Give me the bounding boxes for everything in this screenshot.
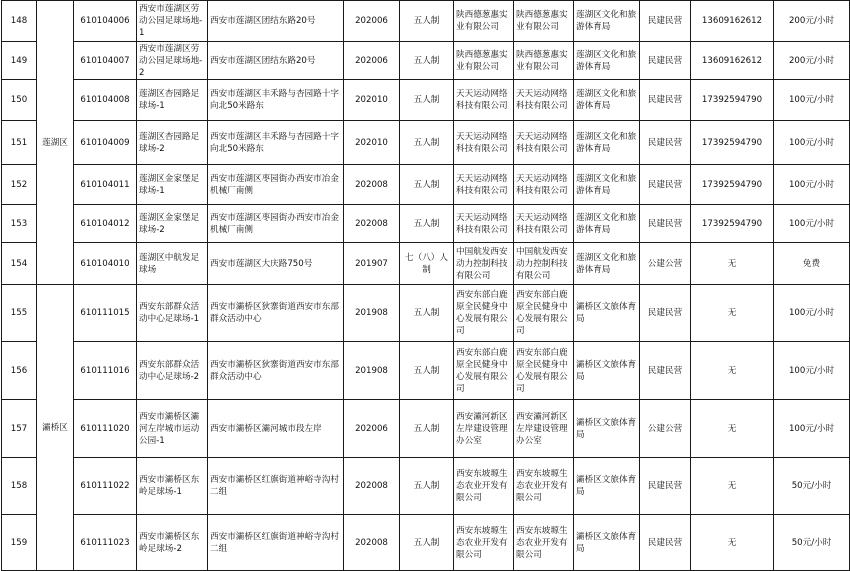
supervising-dept: 灞桥区文旅体育局 — [574, 458, 640, 515]
row-number: 157 — [2, 400, 37, 458]
build-date: 202010 — [344, 80, 400, 121]
venue-address: 西安市莲湖区团结东路20号 — [208, 1, 344, 42]
price: 100元/小时 — [774, 285, 850, 342]
table-row — [2, 1, 850, 42]
venue-name: 西安市莲湖区劳动公园足球场地-1 — [137, 1, 208, 42]
operator-unit: 西安东部白鹿原全民健身中心发展有限公司 — [514, 285, 574, 342]
contact-phone: 无 — [691, 243, 774, 285]
build-date: 202008 — [344, 165, 400, 205]
supervising-dept: 灞桥区文旅体育局 — [574, 285, 640, 342]
venue-code: 610111016 — [74, 342, 137, 400]
table-row — [2, 80, 850, 121]
price: 200元/小时 — [774, 1, 850, 42]
build-date: 201908 — [344, 342, 400, 400]
build-date: 202006 — [344, 400, 400, 458]
operation-nature: 公建公营 — [640, 400, 691, 458]
venue-type: 五人制 — [400, 285, 454, 342]
venue-address: 西安市莲湖区大庆路750号 — [208, 243, 344, 285]
owner-unit: 天天运动网络科技有限公司 — [454, 205, 514, 243]
price: 50元/小时 — [774, 515, 850, 571]
build-date: 202008 — [344, 515, 400, 571]
venue-name: 莲湖区金家堡足球场-1 — [137, 165, 208, 205]
row-number: 152 — [2, 165, 37, 205]
venue-code: 610104007 — [74, 42, 137, 80]
supervising-dept: 灞桥区文旅体育局 — [574, 515, 640, 571]
row-number: 153 — [2, 205, 37, 243]
venue-code: 610111022 — [74, 458, 137, 515]
price: 100元/小时 — [774, 121, 850, 165]
venue-type: 七（八）人制 — [400, 243, 454, 285]
contact-phone: 13609162612 — [691, 1, 774, 42]
build-date: 201908 — [344, 285, 400, 342]
owner-unit: 西安灞河新区左岸建设管理办公室 — [454, 400, 514, 458]
operator-unit: 西安东坡塬生态农业开发有限公司 — [514, 515, 574, 571]
venue-name: 西安市莲湖区劳动公园足球场地-2 — [137, 42, 208, 80]
contact-phone: 17392594790 — [691, 121, 774, 165]
table-row — [2, 515, 850, 571]
build-date: 202006 — [344, 42, 400, 80]
venue-type: 五人制 — [400, 80, 454, 121]
build-date: 201907 — [344, 243, 400, 285]
venue-code: 610111020 — [74, 400, 137, 458]
venue-address: 西安市灞桥区红旗街道神峪寺沟村二组 — [208, 458, 344, 515]
venue-name: 莲湖区杏园路足球场-2 — [137, 121, 208, 165]
owner-unit: 西安东坡塬生态农业开发有限公司 — [454, 515, 514, 571]
supervising-dept: 莲湖区文化和旅游体育局 — [574, 121, 640, 165]
supervising-dept: 莲湖区文化和旅游体育局 — [574, 42, 640, 80]
venue-name: 西安市灞桥区东岭足球场-2 — [137, 515, 208, 571]
row-number: 148 — [2, 1, 37, 42]
contact-phone: 无 — [691, 400, 774, 458]
venue-type: 五人制 — [400, 458, 454, 515]
operation-nature: 民建民营 — [640, 515, 691, 571]
venue-code: 610104009 — [74, 121, 137, 165]
row-number: 149 — [2, 42, 37, 80]
venue-address: 西安市莲湖区枣园街办西安市冶金机械厂南侧 — [208, 165, 344, 205]
build-date: 202010 — [344, 121, 400, 165]
venue-type: 五人制 — [400, 342, 454, 400]
venue-name: 西安市灞桥区灞河左岸城市运动公园-1 — [137, 400, 208, 458]
contact-phone: 无 — [691, 515, 774, 571]
venue-code: 610104008 — [74, 80, 137, 121]
venue-type: 五人制 — [400, 205, 454, 243]
contact-phone: 13609162612 — [691, 42, 774, 80]
row-number: 155 — [2, 285, 37, 342]
supervising-dept: 莲湖区文化和旅游体育局 — [574, 205, 640, 243]
venue-type: 五人制 — [400, 165, 454, 205]
owner-unit: 陕西德葱惠实业有限公司 — [454, 42, 514, 80]
venue-address: 西安市灞桥区红旗街道神峪寺沟村二组 — [208, 515, 344, 571]
operation-nature: 民建民营 — [640, 42, 691, 80]
operator-unit: 陕西德葱惠实业有限公司 — [514, 42, 574, 80]
contact-phone: 17392594790 — [691, 165, 774, 205]
venue-type: 五人制 — [400, 400, 454, 458]
owner-unit: 西安东部白鹿原全民健身中心发展有限公司 — [454, 342, 514, 400]
row-number: 154 — [2, 243, 37, 285]
operation-nature: 民建民营 — [640, 285, 691, 342]
operator-unit: 陕西德葱惠实业有限公司 — [514, 1, 574, 42]
price: 100元/小时 — [774, 342, 850, 400]
row-number: 150 — [2, 80, 37, 121]
operation-nature: 民建民营 — [640, 458, 691, 515]
contact-phone: 17392594790 — [691, 205, 774, 243]
operator-unit: 西安东坡塬生态农业开发有限公司 — [514, 458, 574, 515]
operation-nature: 民建民营 — [640, 165, 691, 205]
owner-unit: 西安东部白鹿原全民健身中心发展有限公司 — [454, 285, 514, 342]
venue-address: 西安市灞桥区狄寨街道西安市东部群众活动中心 — [208, 285, 344, 342]
contact-phone: 无 — [691, 285, 774, 342]
table-row — [2, 342, 850, 400]
table-row — [2, 165, 850, 205]
venue-name: 西安东部群众活动中心足球场-2 — [137, 342, 208, 400]
operation-nature: 民建民营 — [640, 121, 691, 165]
table-row — [2, 458, 850, 515]
table-row — [2, 243, 850, 285]
table-row — [2, 285, 850, 342]
venue-type: 五人制 — [400, 42, 454, 80]
price: 100元/小时 — [774, 205, 850, 243]
price: 50元/小时 — [774, 458, 850, 515]
venue-type: 五人制 — [400, 1, 454, 42]
venue-address: 西安市莲湖区丰禾路与杏园路十字向北50米路东 — [208, 80, 344, 121]
operator-unit: 西安灞河新区左岸建设管理办公室 — [514, 400, 574, 458]
venue-name: 西安东部群众活动中心足球场-1 — [137, 285, 208, 342]
venue-name: 莲湖区金家堡足球场-2 — [137, 205, 208, 243]
contact-phone: 17392594790 — [691, 80, 774, 121]
operation-nature: 民建民营 — [640, 205, 691, 243]
table-row — [2, 205, 850, 243]
supervising-dept: 灞桥区文旅体育局 — [574, 400, 640, 458]
operator-unit: 天天运动网络科技有限公司 — [514, 80, 574, 121]
price: 100元/小时 — [774, 165, 850, 205]
venue-address: 西安市莲湖区丰禾路与杏园路十字向北50米路东 — [208, 121, 344, 165]
row-number: 156 — [2, 342, 37, 400]
owner-unit: 西安东坡塬生态农业开发有限公司 — [454, 458, 514, 515]
build-date: 202008 — [344, 458, 400, 515]
owner-unit: 天天运动网络科技有限公司 — [454, 121, 514, 165]
venue-table — [1, 0, 850, 571]
table-row — [2, 400, 850, 458]
venue-code: 610104006 — [74, 1, 137, 42]
venue-name: 莲湖区杏园路足球场-1 — [137, 80, 208, 121]
owner-unit: 天天运动网络科技有限公司 — [454, 165, 514, 205]
operation-nature: 民建民营 — [640, 80, 691, 121]
row-number: 151 — [2, 121, 37, 165]
price: 200元/小时 — [774, 42, 850, 80]
build-date: 202006 — [344, 1, 400, 42]
supervising-dept: 莲湖区文化和旅游体育局 — [574, 243, 640, 285]
venue-address: 西安市灞桥区狄寨街道西安市东部群众活动中心 — [208, 342, 344, 400]
venue-code: 610104010 — [74, 243, 137, 285]
supervising-dept: 灞桥区文旅体育局 — [574, 342, 640, 400]
price: 免费 — [774, 243, 850, 285]
venue-address: 西安市莲湖区枣园街办西安市冶金机械厂南侧 — [208, 205, 344, 243]
operator-unit: 天天运动网络科技有限公司 — [514, 121, 574, 165]
row-number: 158 — [2, 458, 37, 515]
row-number: 159 — [2, 515, 37, 571]
district-cell-lianhu: 莲湖区 — [37, 1, 74, 285]
venue-address: 西安市莲湖区团结东路20号 — [208, 42, 344, 80]
operator-unit: 中国航发西安动力控制科技有限公司 — [514, 243, 574, 285]
operator-unit: 天天运动网络科技有限公司 — [514, 205, 574, 243]
price: 100元/小时 — [774, 400, 850, 458]
venue-type: 五人制 — [400, 515, 454, 571]
district-cell-baqiao: 灞桥区 — [37, 285, 74, 571]
operation-nature: 民建民营 — [640, 342, 691, 400]
table-row — [2, 121, 850, 165]
venue-name: 西安市灞桥区东岭足球场-1 — [137, 458, 208, 515]
owner-unit: 陕西德葱惠实业有限公司 — [454, 1, 514, 42]
owner-unit: 天天运动网络科技有限公司 — [454, 80, 514, 121]
operator-unit: 西安东部白鹿原全民健身中心发展有限公司 — [514, 342, 574, 400]
contact-phone: 无 — [691, 458, 774, 515]
build-date: 202008 — [344, 205, 400, 243]
supervising-dept: 莲湖区文化和旅游体育局 — [574, 80, 640, 121]
table-row — [2, 42, 850, 80]
operation-nature: 民建民营 — [640, 1, 691, 42]
venue-name: 莲湖区中航发足球场 — [137, 243, 208, 285]
operation-nature: 公建公营 — [640, 243, 691, 285]
venue-code: 610111023 — [74, 515, 137, 571]
price: 100元/小时 — [774, 80, 850, 121]
venue-address: 西安市灞桥区灞河城市段左岸 — [208, 400, 344, 458]
venue-code: 610111015 — [74, 285, 137, 342]
supervising-dept: 莲湖区文化和旅游体育局 — [574, 1, 640, 42]
supervising-dept: 莲湖区文化和旅游体育局 — [574, 165, 640, 205]
contact-phone: 无 — [691, 342, 774, 400]
venue-code: 610104012 — [74, 205, 137, 243]
venue-type: 五人制 — [400, 121, 454, 165]
operator-unit: 天天运动网络科技有限公司 — [514, 165, 574, 205]
venue-code: 610104011 — [74, 165, 137, 205]
owner-unit: 中国航发西安动力控制科技有限公司 — [454, 243, 514, 285]
